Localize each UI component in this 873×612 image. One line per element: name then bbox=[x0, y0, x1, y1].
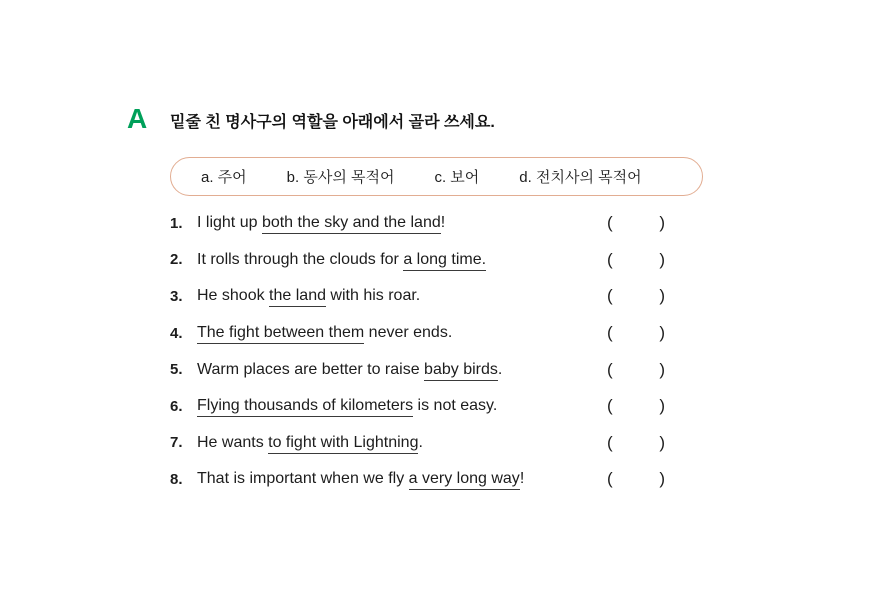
option-d: d. 전치사의 목적어 bbox=[519, 169, 642, 186]
underlined-phrase: both the sky and the land bbox=[262, 214, 441, 234]
answer-blank[interactable] bbox=[613, 323, 660, 343]
underlined-phrase: the land bbox=[269, 287, 326, 307]
answer-slot bbox=[607, 250, 665, 270]
question-sentence bbox=[197, 470, 524, 488]
question-number: 5. bbox=[170, 361, 183, 379]
question-sentence bbox=[197, 214, 445, 232]
paren-open: ( bbox=[607, 359, 613, 379]
question-row-3 bbox=[170, 278, 690, 315]
question-row-7 bbox=[170, 425, 690, 462]
paren-close: ) bbox=[659, 213, 665, 233]
sentence-pre: I light up bbox=[197, 214, 262, 232]
question-sentence bbox=[197, 397, 497, 415]
paren-close: ) bbox=[659, 469, 665, 489]
underlined-phrase: Flying thousands of kilometers bbox=[197, 397, 413, 417]
question-number: 2. bbox=[170, 251, 183, 269]
underlined-phrase: The fight between them bbox=[197, 324, 364, 344]
section-instruction: 밑줄 친 명사구의 역할을 아래에서 골라 쓰세요. bbox=[170, 114, 495, 131]
paren-open: ( bbox=[607, 249, 613, 269]
question-sentence bbox=[197, 324, 452, 342]
question-number: 3. bbox=[170, 287, 183, 305]
underlined-phrase: a long time. bbox=[403, 251, 486, 271]
question-row-8 bbox=[170, 461, 690, 498]
paren-open: ( bbox=[607, 213, 613, 233]
sentence-post: . bbox=[418, 433, 423, 451]
sentence-post: never ends. bbox=[364, 324, 453, 342]
answer-slot bbox=[607, 469, 665, 489]
answer-slot bbox=[607, 433, 665, 453]
sentence-pre: That is important when we fly bbox=[197, 470, 409, 488]
answer-slot bbox=[607, 360, 665, 380]
underlined-phrase: baby birds bbox=[424, 361, 498, 381]
paren-close: ) bbox=[659, 249, 665, 269]
answer-slot bbox=[607, 323, 665, 343]
sentence-pre: He shook bbox=[197, 287, 270, 305]
question-row-4 bbox=[170, 315, 690, 352]
question-row-6 bbox=[170, 388, 690, 425]
paren-close: ) bbox=[659, 396, 665, 416]
question-sentence bbox=[197, 251, 486, 269]
answer-blank[interactable] bbox=[613, 360, 660, 380]
answer-slot bbox=[607, 286, 665, 306]
question-number: 1. bbox=[170, 214, 183, 232]
paren-close: ) bbox=[659, 286, 665, 306]
paren-open: ( bbox=[607, 432, 613, 452]
answer-blank[interactable] bbox=[613, 433, 660, 453]
answer-slot bbox=[607, 396, 665, 416]
question-sentence bbox=[197, 434, 423, 452]
answer-blank[interactable] bbox=[613, 213, 660, 233]
question-row-2 bbox=[170, 242, 690, 279]
question-number: 8. bbox=[170, 470, 183, 488]
answer-blank[interactable] bbox=[613, 469, 660, 489]
sentence-post: with his roar. bbox=[325, 287, 421, 305]
paren-open: ( bbox=[607, 286, 613, 306]
answer-blank[interactable] bbox=[613, 250, 660, 270]
paren-close: ) bbox=[659, 323, 665, 343]
question-sentence bbox=[197, 361, 502, 379]
question-list bbox=[170, 205, 690, 498]
question-row-5 bbox=[170, 351, 690, 388]
question-number: 7. bbox=[170, 434, 183, 452]
section-letter: A bbox=[127, 103, 148, 134]
question-row-1 bbox=[170, 205, 690, 242]
option-a: a. 주어 bbox=[201, 169, 247, 186]
option-c: c. 보어 bbox=[434, 169, 480, 186]
answer-blank[interactable] bbox=[613, 396, 660, 416]
underlined-phrase: to fight with Lightning bbox=[268, 434, 418, 454]
sentence-post: . bbox=[497, 360, 503, 378]
sentence-post: ! bbox=[440, 214, 446, 232]
underlined-phrase: a very long way bbox=[409, 470, 520, 490]
sentence-pre: It rolls through the clouds for bbox=[197, 250, 404, 268]
option-b: b. 동사의 목적어 bbox=[286, 169, 395, 186]
paren-close: ) bbox=[659, 359, 665, 379]
answer-slot bbox=[607, 213, 665, 233]
paren-open: ( bbox=[607, 323, 613, 343]
paren-open: ( bbox=[607, 396, 613, 416]
question-number: 6. bbox=[170, 397, 183, 415]
sentence-pre: He wants bbox=[197, 433, 269, 451]
question-number: 4. bbox=[170, 324, 183, 342]
paren-open: ( bbox=[607, 469, 613, 489]
sentence-post: is not easy. bbox=[413, 397, 498, 415]
question-sentence bbox=[197, 287, 420, 305]
sentence-pre: Warm places are better to raise bbox=[197, 360, 425, 378]
answer-blank[interactable] bbox=[613, 286, 660, 306]
sentence-post: ! bbox=[519, 470, 525, 488]
answer-options-box bbox=[170, 157, 703, 196]
paren-close: ) bbox=[659, 432, 665, 452]
